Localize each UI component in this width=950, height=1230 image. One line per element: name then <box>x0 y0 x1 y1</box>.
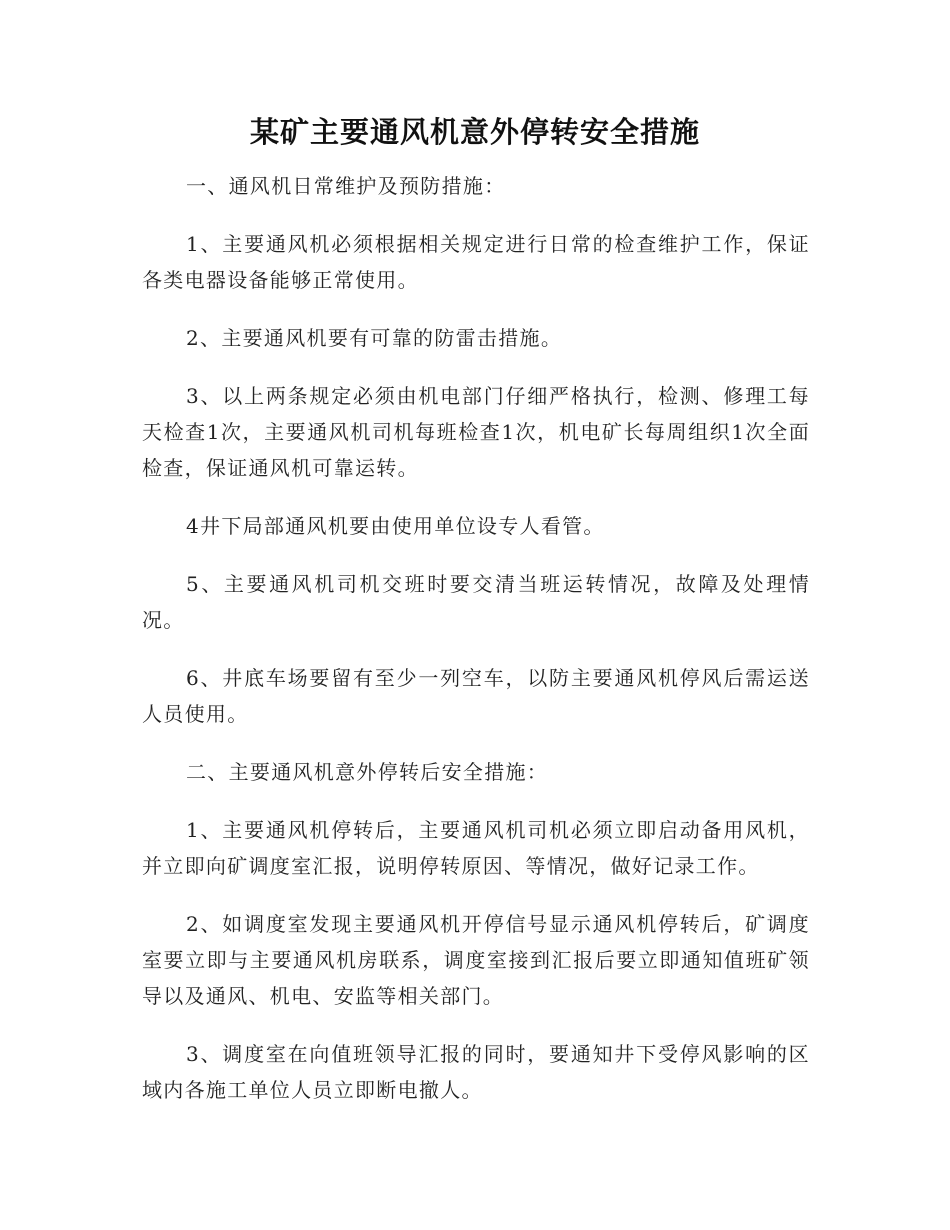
paragraph-item-4: 4井下局部通风机要由使用单位设专人看管。 <box>186 514 605 538</box>
document-body <box>142 168 810 1130</box>
paragraph-emergency-2: 2、如调度室发现主要通风机开停信号显示通风机停转后，矿调度室要立即与主要通风机房联系，调度室接到汇报后要立即通知值班矿领导以及通风、机电、安监等相关部门。 <box>142 912 810 1008</box>
paragraph-item-1: 1、主要通风机必须根据相关规定进行日常的检查维护工作，保证各类电器设备能够正常使用。 <box>142 232 810 292</box>
paragraph-item-6: 6、井底车场要留有至少一列空车，以防主要通风机停风后需运送人员使用。 <box>142 666 810 726</box>
paragraph-item-2: 2、主要通风机要有可靠的防雷击措施。 <box>186 326 563 350</box>
paragraph-emergency-3: 3、调度室在向值班领导汇报的同时，要通知井下受停风影响的区域内各施工单位人员立即断电撤人。 <box>142 1042 810 1102</box>
document-title: 某矿主要通风机意外停转安全措施 <box>249 115 700 149</box>
section-heading-emergency-measures: 二、主要通风机意外停转后安全措施： <box>186 760 549 784</box>
section-heading-daily-maintenance: 一、通风机日常维护及预防措施： <box>186 174 506 198</box>
paragraph-item-3: 3、以上两条规定必须由机电部门仔细严格执行，检测、修理工每天检查1次，主要通风机司机每班检查1次，机电矿长每周组织1次全面检查，保证通风机可靠运转。 <box>142 384 810 480</box>
paragraph-emergency-1: 1、主要通风机停转后，主要通风机司机必须立即启动备用风机，并立即向矿调度室汇报，说明停转原因、等情况，做好记录工作。 <box>142 818 810 878</box>
paragraph-item-5: 5、主要通风机司机交班时要交清当班运转情况，故障及处理情况。 <box>142 572 810 632</box>
